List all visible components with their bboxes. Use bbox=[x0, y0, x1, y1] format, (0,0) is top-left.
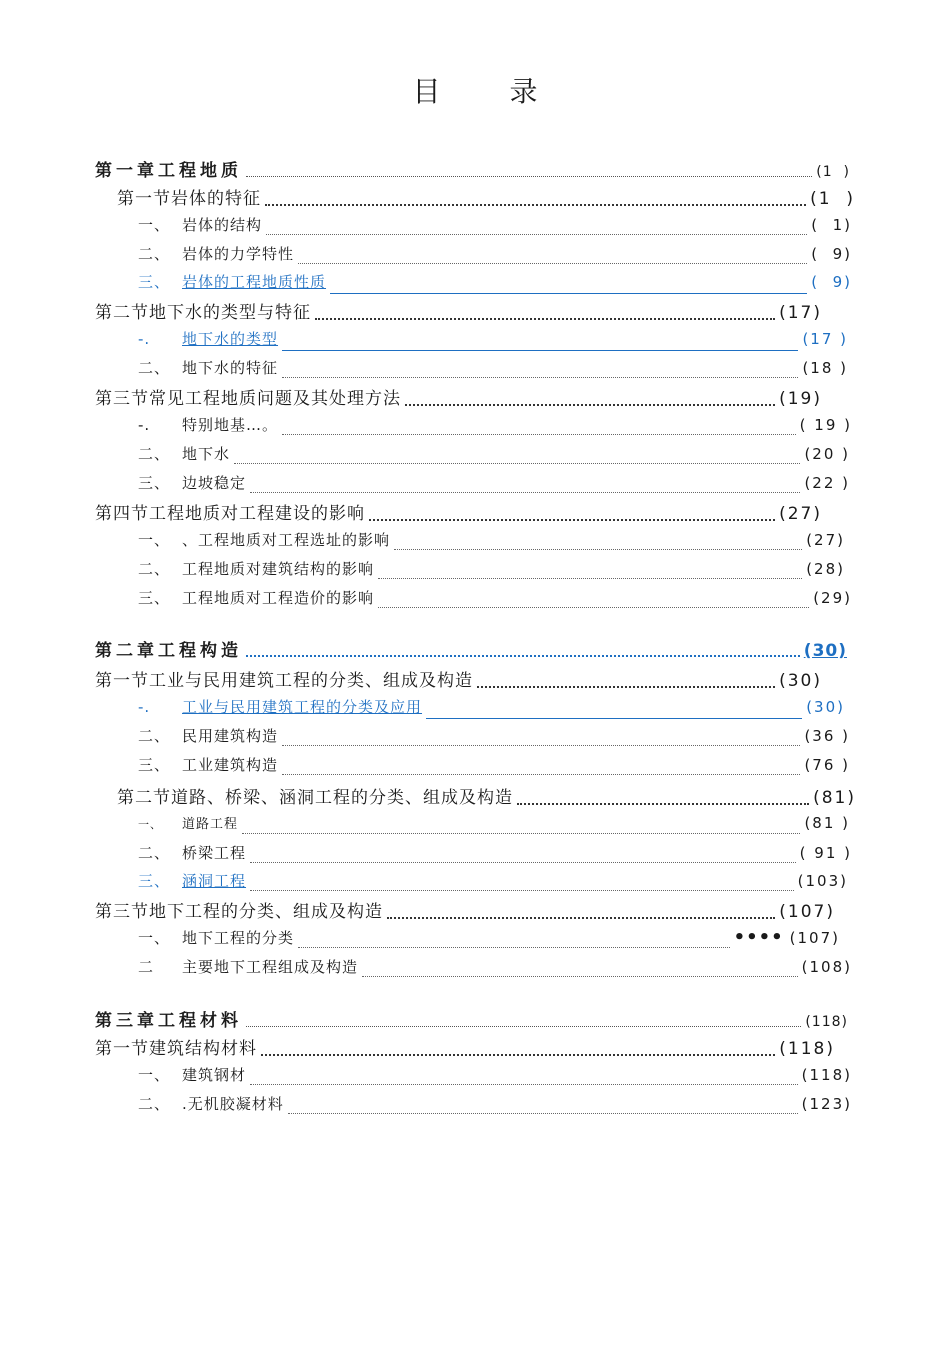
dot-leader bbox=[405, 403, 775, 406]
toc-entry-title: 第三节地下工程的分类、组成及构造 bbox=[95, 902, 383, 922]
toc-entry-number: 二、 bbox=[138, 445, 171, 463]
toc-page-number: (30) bbox=[779, 671, 822, 691]
toc-entry-title: 第三节常见工程地质问题及其处理方法 bbox=[95, 389, 401, 409]
toc-page-number: (81 ) bbox=[804, 814, 850, 832]
toc-section-entry bbox=[95, 499, 822, 527]
dot-leader bbox=[246, 175, 812, 177]
toc-entry-number: 二、 bbox=[138, 560, 171, 578]
toc-entry-number: 二、 bbox=[138, 245, 171, 263]
toc-entry-title[interactable]: 第二章工程构造 bbox=[95, 641, 242, 661]
toc-entry-title[interactable]: 地下水的类型 bbox=[182, 330, 279, 348]
toc-item-entry bbox=[138, 1064, 852, 1092]
dot-leader bbox=[282, 433, 796, 435]
toc-page-number: (28) bbox=[806, 560, 845, 578]
toc-page-number: (22 ) bbox=[804, 474, 850, 492]
dot-leader bbox=[282, 773, 800, 775]
dot-leader bbox=[394, 548, 802, 550]
toc-entry-number: 二、 bbox=[138, 727, 171, 745]
toc-entry-title: 第二节道路、桥梁、涵洞工程的分类、组成及构造 bbox=[117, 788, 513, 808]
toc-page-number: ( 1) bbox=[811, 216, 852, 234]
dot-leader bbox=[298, 946, 730, 948]
toc-item-entry[interactable] bbox=[138, 271, 852, 299]
toc-page-number: ( 9) bbox=[811, 245, 852, 263]
toc-page-number: (1 ) bbox=[810, 189, 855, 209]
toc-entry-title: 工程地质对建筑结构的影响 bbox=[182, 560, 375, 578]
dot-leader bbox=[282, 349, 798, 351]
toc-page-number: ( 19 ) bbox=[799, 416, 852, 434]
toc-entry-title: 边坡稳定 bbox=[182, 474, 247, 492]
toc-item-entry bbox=[138, 813, 850, 841]
toc-section-entry bbox=[95, 897, 835, 925]
dot-leader bbox=[250, 861, 796, 863]
toc-section-entry bbox=[95, 666, 822, 694]
dot-leader bbox=[234, 462, 800, 464]
dot-leader bbox=[282, 744, 800, 746]
toc-entry-title: 桥梁工程 bbox=[182, 844, 247, 862]
toc-entry-title[interactable]: 岩体的工程地质性质 bbox=[182, 273, 327, 291]
toc-page-number: (18 ) bbox=[802, 359, 848, 377]
dot-leader bbox=[250, 889, 794, 891]
toc-item-entry bbox=[138, 558, 845, 586]
toc-entry-title: 地下水的特征 bbox=[182, 359, 279, 377]
dot-leader bbox=[330, 292, 807, 294]
toc-entry-number: 三、 bbox=[138, 756, 171, 774]
toc-entry-number: -. bbox=[138, 698, 151, 716]
toc-entry-title: 道路工程 bbox=[182, 817, 239, 832]
toc-entry-number: 一、 bbox=[138, 531, 171, 549]
toc-page-number: (107) bbox=[789, 929, 840, 947]
toc-item-entry bbox=[138, 214, 852, 242]
toc-entry-number: 一、 bbox=[138, 216, 171, 234]
toc-section-entry bbox=[95, 1034, 835, 1062]
page-title: 目 录 bbox=[412, 75, 568, 108]
dot-leader bbox=[266, 233, 807, 235]
toc-item-entry bbox=[138, 725, 850, 753]
toc-section-entry bbox=[117, 184, 855, 212]
toc-page-number: (30) bbox=[806, 698, 845, 716]
toc-section-entry bbox=[95, 384, 822, 412]
toc-page-number: (20 ) bbox=[804, 445, 850, 463]
dot-leader bbox=[265, 203, 806, 206]
toc-chapter-entry bbox=[95, 1006, 848, 1034]
toc-entry-title: 工程地质对工程造价的影响 bbox=[182, 589, 375, 607]
toc-entry-title: 第三章工程材料 bbox=[95, 1011, 242, 1031]
toc-item-entry bbox=[138, 754, 850, 782]
toc-entry-number: -. bbox=[138, 416, 151, 434]
toc-item-entry[interactable] bbox=[138, 328, 848, 356]
toc-page-number: (118) bbox=[805, 1014, 848, 1030]
toc-page-number: (107) bbox=[779, 902, 835, 922]
dot-leader bbox=[477, 685, 775, 688]
dot-leader bbox=[315, 317, 775, 320]
toc-entry-number: 二、 bbox=[138, 1095, 171, 1113]
dot-leader bbox=[246, 654, 800, 657]
dot-leader bbox=[362, 975, 798, 977]
toc-entry-number: 三、 bbox=[138, 872, 171, 890]
toc-chapter-entry[interactable] bbox=[95, 636, 847, 664]
dot-leader bbox=[242, 832, 800, 834]
toc-entry-title: 第一节岩体的特征 bbox=[117, 189, 261, 209]
toc-entry-title: 工业建筑构造 bbox=[182, 756, 279, 774]
toc-page-number: (108) bbox=[801, 958, 852, 976]
dot-leader bbox=[369, 518, 775, 521]
toc-entry-number: 一、 bbox=[138, 1066, 171, 1084]
toc-page-number: (27) bbox=[806, 531, 845, 549]
toc-item-entry bbox=[138, 443, 850, 471]
toc-entry-title: 主要地下工程组成及构造 bbox=[182, 958, 359, 976]
toc-page-number: (27) bbox=[779, 504, 822, 524]
toc-entry-number: 三、 bbox=[138, 589, 171, 607]
toc-entry-title: 第一节建筑结构材料 bbox=[95, 1039, 257, 1059]
toc-item-entry bbox=[138, 357, 848, 385]
toc-entry-number: 二、 bbox=[138, 844, 171, 862]
toc-entry-number: 二 bbox=[138, 958, 155, 976]
toc-entry-title: 特别地基…。 bbox=[182, 416, 279, 434]
toc-entry-number: 一、 bbox=[138, 929, 171, 947]
toc-item-entry bbox=[138, 243, 852, 271]
toc-page-number: (36 ) bbox=[804, 727, 850, 745]
dot-leader bbox=[387, 916, 775, 919]
toc-page-number: ( 9) bbox=[811, 273, 852, 291]
bullet-marks: •••• bbox=[733, 927, 784, 948]
dot-leader bbox=[282, 376, 798, 378]
toc-item-entry bbox=[138, 1093, 852, 1121]
toc-entry-number: 二、 bbox=[138, 359, 171, 377]
toc-entry-title: .无机胶凝材料 bbox=[182, 1095, 284, 1113]
toc-page-number: (19) bbox=[779, 389, 822, 409]
toc-entry-title: 岩体的力学特性 bbox=[182, 245, 295, 263]
dot-leader bbox=[250, 491, 800, 493]
toc-page-number: (17) bbox=[779, 303, 822, 323]
toc-section-entry bbox=[117, 783, 856, 811]
dot-leader bbox=[288, 1112, 798, 1114]
toc-entry-title: 地下工程的分类 bbox=[182, 929, 295, 947]
toc-item-entry bbox=[138, 529, 845, 557]
toc-entry-title: 地下水 bbox=[182, 445, 231, 463]
toc-page-number: (118) bbox=[779, 1039, 835, 1059]
toc-chapter-entry bbox=[95, 156, 850, 184]
toc-page-number: (103) bbox=[797, 872, 848, 890]
dot-leader bbox=[298, 262, 807, 264]
toc-entry-title: 第四节工程地质对工程建设的影响 bbox=[95, 504, 365, 524]
toc-page-number: (123) bbox=[801, 1095, 852, 1113]
toc-page-number: (29) bbox=[813, 589, 852, 607]
dot-leader bbox=[261, 1053, 775, 1056]
toc-item-entry bbox=[138, 842, 852, 870]
toc-section-entry bbox=[95, 298, 822, 326]
toc-entry-title: 民用建筑构造 bbox=[182, 727, 279, 745]
dot-leader bbox=[378, 606, 809, 608]
toc-item-entry bbox=[138, 956, 852, 984]
toc-entry-number: 一、 bbox=[138, 818, 162, 831]
toc-entry-number: -. bbox=[138, 330, 151, 348]
toc-page-number: (1 ) bbox=[816, 164, 850, 180]
toc-item-entry bbox=[138, 472, 850, 500]
toc-item-entry bbox=[138, 927, 840, 955]
toc-entry-title[interactable]: 工业与民用建筑工程的分类及应用 bbox=[182, 698, 423, 716]
toc-entry-title: 建筑钢材 bbox=[182, 1066, 247, 1084]
toc-entry-title: 岩体的结构 bbox=[182, 216, 263, 234]
dot-leader bbox=[426, 717, 802, 719]
toc-entry-title: 第一节工业与民用建筑工程的分类、组成及构造 bbox=[95, 671, 473, 691]
toc-page-number: (76 ) bbox=[804, 756, 850, 774]
toc-entry-number: 三、 bbox=[138, 474, 171, 492]
toc-entry-title: 第一章工程地质 bbox=[95, 161, 242, 181]
dot-leader bbox=[246, 1025, 801, 1027]
toc-page-number: (118) bbox=[801, 1066, 852, 1084]
toc-entry-title: 第二节地下水的类型与特征 bbox=[95, 303, 311, 323]
toc-item-entry[interactable] bbox=[138, 696, 845, 724]
dot-leader bbox=[378, 577, 802, 579]
toc-page-number: ( 91 ) bbox=[799, 844, 852, 862]
toc-entry-title[interactable]: 涵洞工程 bbox=[182, 872, 247, 890]
dot-leader bbox=[517, 802, 809, 805]
toc-item-entry bbox=[138, 587, 852, 615]
toc-page-number: (81) bbox=[813, 788, 856, 808]
dot-leader bbox=[250, 1083, 798, 1085]
toc-item-entry[interactable] bbox=[138, 870, 848, 898]
toc-page-number: (30) bbox=[803, 641, 847, 661]
toc-item-entry bbox=[138, 414, 852, 442]
toc-entry-number: 三、 bbox=[138, 273, 171, 291]
toc-entry-title: 、工程地质对工程选址的影响 bbox=[182, 531, 391, 549]
toc-page-number: (17 ) bbox=[802, 330, 848, 348]
